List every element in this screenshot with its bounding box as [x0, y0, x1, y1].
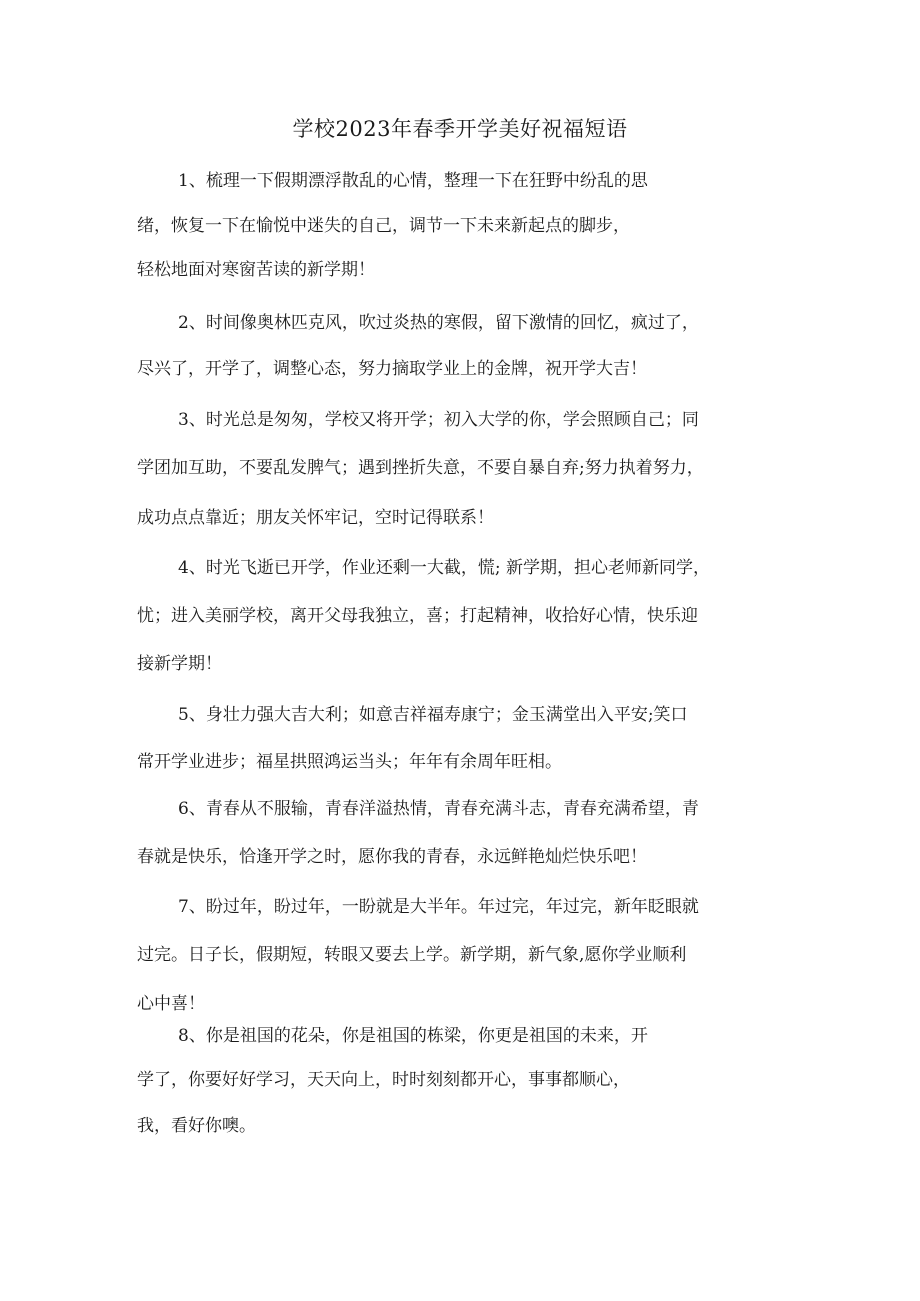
- paragraph-8-line-2: 学了，你要好好学习，天天向上，时时刻刻都开心，事事都顺心，: [137, 1070, 630, 1090]
- paragraph-7-line-3: 心中喜！: [137, 994, 205, 1014]
- paragraph-8-line-1: 8、你是祖国的花朵，你是祖国的栋梁，你更是祖国的未来，开: [178, 1026, 648, 1046]
- paragraph-2-line-2: 尽兴了，开学了，调整心态，努力摘取学业上的金牌，祝开学大吉！: [137, 359, 647, 379]
- paragraph-4-line-1: 4、时光飞逝已开学，作业还剩一大截，慌; 新学期，担心老师新同学，: [178, 558, 710, 578]
- paragraph-7-line-1: 7、盼过年，盼过年，一盼就是大半年。年过完，年过完，新年眨眼就: [178, 897, 699, 917]
- paragraph-5-line-2: 常开学业进步；福星拱照鸿运当头；年年有余周年旺相。: [137, 752, 562, 772]
- paragraph-3-line-3: 成功点点靠近；朋友关怀牢记，空时记得联系！: [137, 508, 494, 528]
- paragraph-7-line-2: 过完。日子长，假期短，转眼又要去上学。新学期，新气象,愿你学业顺利: [137, 945, 687, 965]
- paragraph-8-line-3: 我，看好你噢。: [137, 1116, 256, 1136]
- paragraph-3-line-2: 学团加互助，不要乱发脾气；遇到挫折失意，不要自暴自弃;努力执着努力，: [137, 458, 704, 478]
- paragraph-1-line-1: 1、梳理一下假期漂浮散乱的心情，整理一下在狂野中纷乱的思: [178, 171, 648, 191]
- paragraph-4-line-2: 忧；进入美丽学校，离开父母我独立，喜；打起精神，收拾好心情，快乐迎: [137, 606, 698, 626]
- document-title: 学校2023年春季开学美好祝福短语: [292, 117, 628, 141]
- paragraph-1-line-3: 轻松地面对寒窗苦读的新学期！: [137, 260, 375, 280]
- paragraph-3-line-1: 3、时光总是匆匆，学校又将开学；初入大学的你，学会照顾自己；同: [178, 410, 699, 430]
- paragraph-5-line-1: 5、身壮力强大吉大利；如意吉祥福寿康宁；金玉满堂出入平安;笑口: [178, 705, 688, 725]
- paragraph-2-line-1: 2、时间像奥林匹克风，吹过炎热的寒假，留下激情的回忆，疯过了，: [178, 313, 699, 333]
- paragraph-6-line-1: 6、青春从不服输，青春洋溢热情，青春充满斗志，青春充满希望，青: [178, 799, 699, 819]
- paragraph-4-line-3: 接新学期！: [137, 654, 222, 674]
- paragraph-1-line-2: 绪，恢复一下在愉悦中迷失的自己，调节一下未来新起点的脚步，: [137, 216, 630, 236]
- paragraph-6-line-2: 春就是快乐，恰逢开学之时，愿你我的青春，永远鲜艳灿烂快乐吧！: [137, 847, 647, 867]
